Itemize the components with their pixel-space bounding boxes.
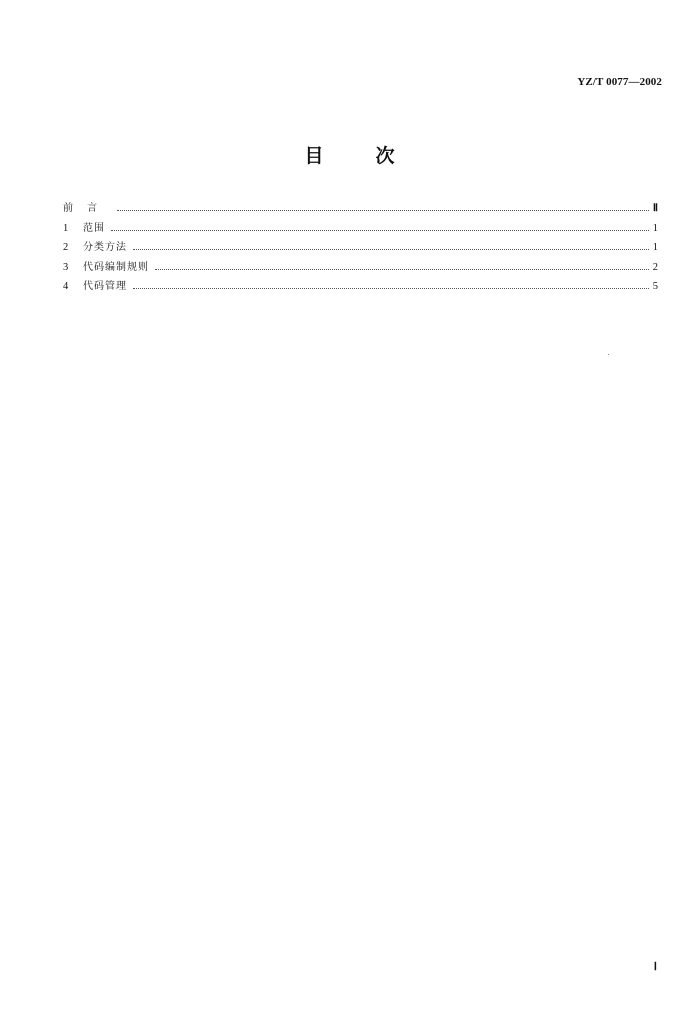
toc-entry-page: 5 — [652, 281, 658, 292]
toc-entry-number: 4 — [63, 281, 69, 292]
toc-leader-dots — [133, 248, 649, 250]
toc-leader-dots — [111, 229, 649, 231]
scan-speck — [608, 354, 609, 355]
toc-leader-dots — [133, 287, 649, 289]
toc-entry-label: 范围 — [83, 222, 105, 234]
toc-entry-label: 分类方法 — [83, 242, 127, 253]
toc-entry-classification[interactable] — [63, 238, 658, 258]
toc-entry-label: 前言 — [63, 203, 111, 214]
toc-entry-code-management[interactable] — [63, 277, 658, 297]
page-number: Ⅰ — [653, 961, 657, 973]
page-title — [0, 141, 699, 168]
toc-leader-dots — [117, 209, 649, 211]
toc-entry-number: 1 — [63, 222, 69, 234]
toc-entry-page: 1 — [652, 222, 658, 234]
toc-entry-page: Ⅱ — [652, 203, 658, 214]
table-of-contents — [63, 199, 658, 297]
title-char-1: 目 — [304, 145, 324, 167]
toc-entry-page: 2 — [652, 261, 658, 273]
toc-leader-dots — [155, 268, 649, 270]
toc-entry-coding-rules[interactable] — [63, 258, 658, 278]
toc-entry-foreword[interactable] — [63, 199, 658, 219]
toc-entry-label: 代码编制规则 — [83, 261, 149, 273]
document-code: YZ/T 0077—2002 — [577, 76, 662, 88]
toc-entry-label: 代码管理 — [83, 281, 127, 292]
toc-entry-page: 1 — [652, 242, 658, 253]
toc-entry-number: 3 — [63, 261, 69, 273]
title-char-2: 次 — [375, 145, 395, 167]
toc-entry-number: 2 — [63, 242, 69, 253]
toc-entry-scope[interactable] — [63, 219, 658, 239]
